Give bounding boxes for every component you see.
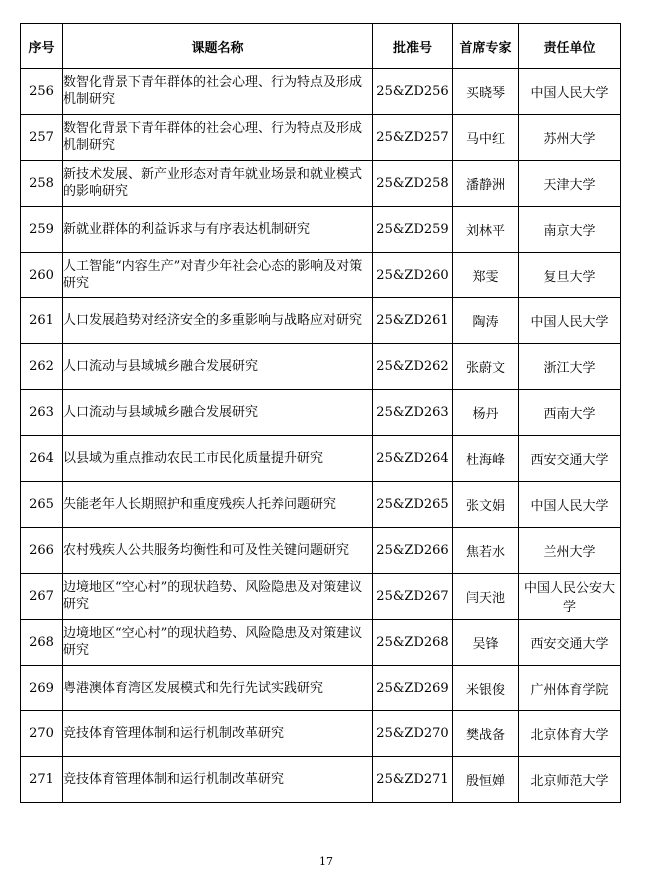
row-unit: 北京体育大学 bbox=[519, 711, 621, 757]
row-title: 粤港澳体育湾区发展模式和先行先试实践研究 bbox=[63, 665, 373, 711]
row-code: 25&ZD271 bbox=[373, 757, 453, 803]
table-row bbox=[21, 573, 621, 619]
row-expert: 陶涛 bbox=[453, 298, 519, 344]
row-code: 25&ZD265 bbox=[373, 482, 453, 528]
row-unit: 苏州大学 bbox=[519, 114, 621, 160]
table-row bbox=[21, 619, 621, 665]
row-number: 259 bbox=[21, 206, 63, 252]
table-row bbox=[21, 757, 621, 803]
row-expert: 米银俊 bbox=[453, 665, 519, 711]
row-title: 人口流动与县域城乡融合发展研究 bbox=[63, 344, 373, 390]
row-unit: 复旦大学 bbox=[519, 252, 621, 298]
row-code: 25&ZD266 bbox=[373, 527, 453, 573]
table-row bbox=[21, 436, 621, 482]
row-number: 265 bbox=[21, 482, 63, 528]
row-code: 25&ZD259 bbox=[373, 206, 453, 252]
row-title: 人口流动与县域城乡融合发展研究 bbox=[63, 390, 373, 436]
row-number: 271 bbox=[21, 757, 63, 803]
row-number: 268 bbox=[21, 619, 63, 665]
row-expert: 焦若水 bbox=[453, 527, 519, 573]
row-unit: 中国人民大学 bbox=[519, 69, 621, 115]
row-expert: 张文娟 bbox=[453, 482, 519, 528]
row-unit: 浙江大学 bbox=[519, 344, 621, 390]
row-expert: 刘林平 bbox=[453, 206, 519, 252]
row-number: 263 bbox=[21, 390, 63, 436]
row-expert: 吴锋 bbox=[453, 619, 519, 665]
row-number: 264 bbox=[21, 436, 63, 482]
row-unit: 中国人民大学 bbox=[519, 298, 621, 344]
table-row bbox=[21, 665, 621, 711]
table-row bbox=[21, 160, 621, 206]
row-title: 新技术发展、新产业形态对青年就业场景和就业模式的影响研究 bbox=[63, 160, 373, 206]
row-code: 25&ZD261 bbox=[373, 298, 453, 344]
row-code: 25&ZD270 bbox=[373, 711, 453, 757]
table-row bbox=[21, 298, 621, 344]
row-unit: 南京大学 bbox=[519, 206, 621, 252]
row-number: 257 bbox=[21, 114, 63, 160]
row-title: 数智化背景下青年群体的社会心理、行为特点及形成机制研究 bbox=[63, 69, 373, 115]
table-row bbox=[21, 390, 621, 436]
row-title: 竞技体育管理体制和运行机制改革研究 bbox=[63, 711, 373, 757]
row-code: 25&ZD260 bbox=[373, 252, 453, 298]
row-number: 262 bbox=[21, 344, 63, 390]
row-code: 25&ZD262 bbox=[373, 344, 453, 390]
row-expert: 樊战备 bbox=[453, 711, 519, 757]
row-title: 边境地区“空心村”的现状趋势、风险隐患及对策建议研究 bbox=[63, 619, 373, 665]
row-expert: 郑雯 bbox=[453, 252, 519, 298]
projects-table bbox=[20, 23, 621, 803]
row-title: 人口发展趋势对经济安全的多重影响与战略应对研究 bbox=[63, 298, 373, 344]
row-title: 竞技体育管理体制和运行机制改革研究 bbox=[63, 757, 373, 803]
row-expert: 殷恒婵 bbox=[453, 757, 519, 803]
row-number: 260 bbox=[21, 252, 63, 298]
table-row bbox=[21, 206, 621, 252]
row-code: 25&ZD264 bbox=[373, 436, 453, 482]
table-row bbox=[21, 69, 621, 115]
row-number: 267 bbox=[21, 573, 63, 619]
row-title: 新就业群体的利益诉求与有序表达机制研究 bbox=[63, 206, 373, 252]
row-code: 25&ZD269 bbox=[373, 665, 453, 711]
table-row bbox=[21, 482, 621, 528]
row-title: 失能老年人长期照护和重度残疾人托养问题研究 bbox=[63, 482, 373, 528]
row-unit: 广州体育学院 bbox=[519, 665, 621, 711]
header-code: 批准号 bbox=[373, 24, 453, 69]
row-unit: 兰州大学 bbox=[519, 527, 621, 573]
row-number: 266 bbox=[21, 527, 63, 573]
row-number: 269 bbox=[21, 665, 63, 711]
row-code: 25&ZD268 bbox=[373, 619, 453, 665]
row-title: 数智化背景下青年群体的社会心理、行为特点及形成机制研究 bbox=[63, 114, 373, 160]
page-number: 17 bbox=[319, 855, 333, 868]
header-unit: 责任单位 bbox=[519, 24, 621, 69]
row-number: 256 bbox=[21, 69, 63, 115]
row-expert: 马中红 bbox=[453, 114, 519, 160]
row-code: 25&ZD256 bbox=[373, 69, 453, 115]
row-unit: 北京师范大学 bbox=[519, 757, 621, 803]
row-number: 258 bbox=[21, 160, 63, 206]
table-row bbox=[21, 527, 621, 573]
row-code: 25&ZD258 bbox=[373, 160, 453, 206]
table-header-row bbox=[21, 24, 621, 69]
row-unit: 西南大学 bbox=[519, 390, 621, 436]
row-expert: 杨丹 bbox=[453, 390, 519, 436]
row-title: 人工智能“内容生产”对青少年社会心态的影响及对策研究 bbox=[63, 252, 373, 298]
row-unit: 中国人民公安大学 bbox=[519, 573, 621, 619]
row-unit: 天津大学 bbox=[519, 160, 621, 206]
row-expert: 潘静洲 bbox=[453, 160, 519, 206]
header-expert: 首席专家 bbox=[453, 24, 519, 69]
row-title: 以县域为重点推动农民工市民化质量提升研究 bbox=[63, 436, 373, 482]
row-unit: 西安交通大学 bbox=[519, 436, 621, 482]
row-unit: 中国人民大学 bbox=[519, 482, 621, 528]
row-expert: 买晓琴 bbox=[453, 69, 519, 115]
header-title: 课题名称 bbox=[63, 24, 373, 69]
row-expert: 杜海峰 bbox=[453, 436, 519, 482]
row-expert: 张蔚文 bbox=[453, 344, 519, 390]
row-title: 农村残疾人公共服务均衡性和可及性关键问题研究 bbox=[63, 527, 373, 573]
row-code: 25&ZD257 bbox=[373, 114, 453, 160]
table-row bbox=[21, 252, 621, 298]
table-row bbox=[21, 114, 621, 160]
row-expert: 闫天池 bbox=[453, 573, 519, 619]
row-number: 270 bbox=[21, 711, 63, 757]
row-code: 25&ZD267 bbox=[373, 573, 453, 619]
table-row bbox=[21, 711, 621, 757]
row-unit: 西安交通大学 bbox=[519, 619, 621, 665]
row-code: 25&ZD263 bbox=[373, 390, 453, 436]
table-row bbox=[21, 344, 621, 390]
header-num: 序号 bbox=[21, 24, 63, 69]
row-title: 边境地区“空心村”的现状趋势、风险隐患及对策建议研究 bbox=[63, 573, 373, 619]
row-number: 261 bbox=[21, 298, 63, 344]
